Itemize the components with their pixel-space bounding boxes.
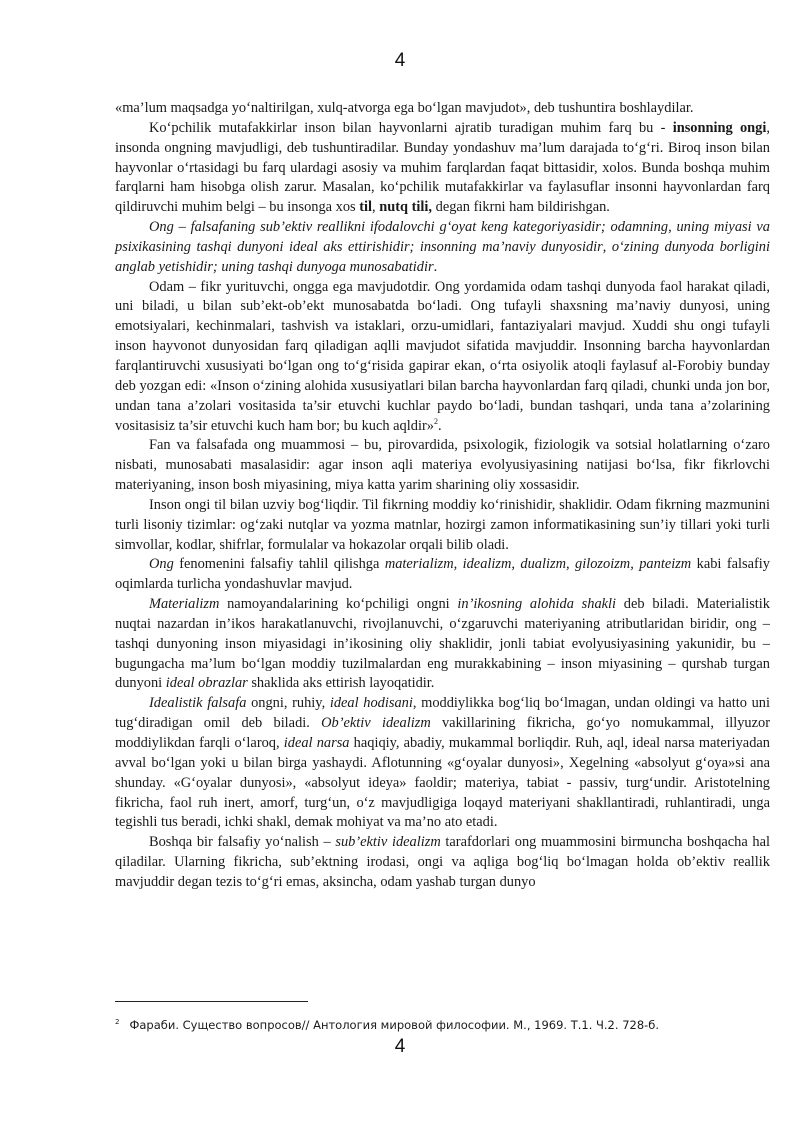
italic-term: ideal narsa: [283, 735, 350, 751]
text-run: Ko‘pchilik mutafakkirlar inson bilan hayvonlarni ajratib turadigan muhim farq bu -: [149, 119, 673, 136]
text-run: shaklida aks ettirish layoqatidir.: [247, 675, 435, 692]
italic-term: Materializm: [149, 596, 220, 613]
italic-term: Ob’ektiv idealizm: [321, 715, 431, 732]
text-run: , moddiylikka bog‘liq bo‘lmagan, undan oldingi va hatto uni tug‘diradigan omil deb biladi.: [115, 695, 770, 732]
paragraph: [115, 694, 770, 833]
paragraph: [115, 99, 770, 119]
page-number-top: 4: [394, 50, 406, 71]
text-run: deb biladi. Materialistik nuqtai nazardan in’ikos harakatlanuvchi, rivojlanuvchi, o‘zgaruvchi materiyaning atributlaridan biridir, ong – tashqi dunyoning inson miyasidagi in’ikosining oliy shaklidir, jonli tabiat evolyusiyasining yakunidir, bu – bugungacha ma’lum bo‘lgan moddiy tuzilmalardan eng murakkabining – inson miyasining – qurshab turgan dunyoni: [115, 596, 771, 692]
paragraph: [115, 496, 770, 556]
text-run: «ma’lum maqsadga yo‘naltirilgan, xulq-atvorga ega bo‘lgan mavjudot», deb tushuntira boshlaydilar.: [115, 100, 694, 116]
paragraph: [115, 833, 770, 893]
text-run: vakillarining fikricha, go‘yo nomukammal, illyuzor moddiylikdan farqli o‘laroq,: [115, 715, 771, 751]
footnote-reference: 2: [433, 416, 438, 426]
paragraph: [115, 218, 770, 278]
bold-term: nutq tili,: [379, 199, 433, 216]
text-run: Inson ongi til bilan uzviy bog‘liqdir. Til fikrning moddiy ko‘rinishidir, shaklidir. Odam fikrning mazmunini turli lisoniy tizimlar: og‘zaki nutqlar va yozma matnlar, hozirgi zamon informatikasining sun’iy tillari yoki turli simvollar, kodlar, shifrlar, formulalar va hokazolar orqali bilib oladi.: [115, 496, 770, 553]
bold-term: insonning ongi: [672, 119, 767, 136]
italic-term: ideal hodisani: [329, 695, 413, 712]
footnote-separator: [115, 1001, 308, 1002]
italic-term: Ong: [149, 556, 174, 573]
text-run: Fan va falsafada ong muammosi – bu, pirovardida, psixologik, fiziologik va sotsial holatlarning o‘zaro nisbati, munosabati masalasidir: agar inson aqli materiya evolyusiyasining natijasi bo‘lsa, fikr fikrlovchi materiyaning, inson bosh miyasining, miya katta yarim sharining oliy xossasidir.: [115, 437, 770, 494]
italic-term: in’ikosning alohida shakli: [457, 596, 617, 613]
footnote-text: Фараби. Существо вопросов// Антология мировой философии. М., 1969. Т.1. Ч.2. 728-б.: [129, 1017, 660, 1032]
paragraph: [115, 278, 770, 437]
italic-term: materializm, idealizm, dualizm, gilozoizm, panteizm: [384, 556, 692, 573]
text-run: .: [437, 417, 442, 434]
paragraph: [115, 595, 770, 694]
text-run: , insonda ongning mavjudligi, deb tushuntiradilar. Bunday yondashuv ma’lum darajada to‘g‘ri. Biroq inson bilan hayvonlar o‘rtasidagi bu farq ulardagi asosiy va muhim farqlardan faqat bittasidir, xolos. Bunda boshqa muhim farqlarni ham hisobga olish zarur. Masalan, ko‘pchilik mutafakkirlar va faylasuflar insonni hayvonlardan farq qildiruvchi muhim belgi – bu insonga xos: [115, 119, 770, 216]
italic-term: sub’ektiv idealizm: [335, 834, 441, 851]
paragraph: [115, 119, 770, 218]
italic-term: Idealistik falsafa: [149, 695, 247, 712]
bold-term: til: [359, 199, 373, 216]
text-run: fenomenini falsafiy tahlil qilishga: [173, 556, 385, 573]
text-run: tarafdorlari ong muammosini birmuncha boshqacha hal qiladilar. Ularning fikricha, sub’ektning irodasi, ongi va aqliga bog‘liq bo‘lmagan holda ob’ektiv reallik mavjuddir degan tezis to‘g‘ri emas, aksincha, odam yashab turgan dunyo: [115, 834, 770, 890]
text-run: ongni, ruhiy,: [246, 695, 330, 712]
paragraph: [115, 555, 770, 595]
text-run: ,: [602, 238, 612, 255]
text-run: .: [433, 258, 438, 275]
body-text: [115, 99, 770, 893]
page-number-bottom: 4: [394, 1036, 406, 1057]
text-run: Boshqa bir falsafiy yo‘nalish –: [149, 834, 336, 851]
text-run: Odam – fikr yurituvchi, ongga ega mavjudotdir. Ong yordamida odam tashqi dunyoda faol harakat qiladi, uni biladi, u bilan sub’ekt-ob’ekt munosabatda bo‘ladi. Ong tufayli shaxsning ma’naviy dunyosi, uning emotsiyalari, kechinmalari, tashvish va istaklari, orzu-umidlari, fantaziyalari mavjud. Xuddi shu ongi tufayli inson hayvonot dunyosidan farq qiladigan aqlli mavjudot sifatida mavjuddir. Insonning barcha hayvonlardan farqlantiruvchi xususiyati bo‘lgan ong to‘g‘risida gapirar ekan, o‘rta osiyolik atoqli faylasuf al-Forobiy bunday deb yozgan edi: «Inson o‘zining alohida xususiyatlari bilan barcha hayvonlardan farq qiladi, chunki unda jon bor, undan tana a’zolari vositasida ta’sir etuvchi kuchlar paydo bo‘ladi, bundan tashqari, unda tana a’zolarining vositasisiz ta’sir etuvchi kuch ham bor; bu kuch aqldir»: [115, 278, 770, 434]
paragraph: [115, 436, 770, 496]
text-run: kabi falsafiy oqimlarda turlicha yondashuvlar mavjud.: [115, 556, 771, 593]
italic-term: o‘zining dunyoda borligini anglab yetishidir; uning tashqi dunyoga munosabatidir: [115, 238, 770, 275]
text-run: degan fikrni ham bildirishgan.: [432, 199, 610, 216]
text-run: namoyandalarining ko‘pchiligi ongni: [219, 596, 458, 613]
text-run: ,: [372, 199, 380, 216]
footnote: [115, 1014, 775, 1033]
italic-term: Ong – falsafaning sub’ektiv reallikni ifodalovchi g‘oyat keng kategoriyasidir; odamning, uning miyasi va psixikasining tashqi dunyoni ideal aks ettirishidir; insonning ma’naviy dunyosidir: [115, 219, 770, 255]
italic-term: ideal obrazlar: [165, 675, 248, 692]
footnote-marker: 2: [115, 1018, 120, 1026]
text-run: haqiqiy, abadiy, mukammal borliqdir. Ruh, aql, ideal narsa materiyadan avval bo‘lgan yoki u bilan birga yashaydi. Aflotunning «g‘oyalar dunyosi», Xegelning «absolyut g‘oya»si ana shunday. «G‘oyalar dunyosi», «absolyut ideya» faoldir; materiya, tabiat - passiv, turg‘undir. Aristotelning fikricha, faol ruh inert, amorf, turg‘un, o‘z mavjudligiga loqayd materiyani shakllantiradi, ruhlantiradi, unga tegishli tus beradi, ichki shakl, demak mohiyat va ma’no ato etadi.: [115, 735, 770, 831]
